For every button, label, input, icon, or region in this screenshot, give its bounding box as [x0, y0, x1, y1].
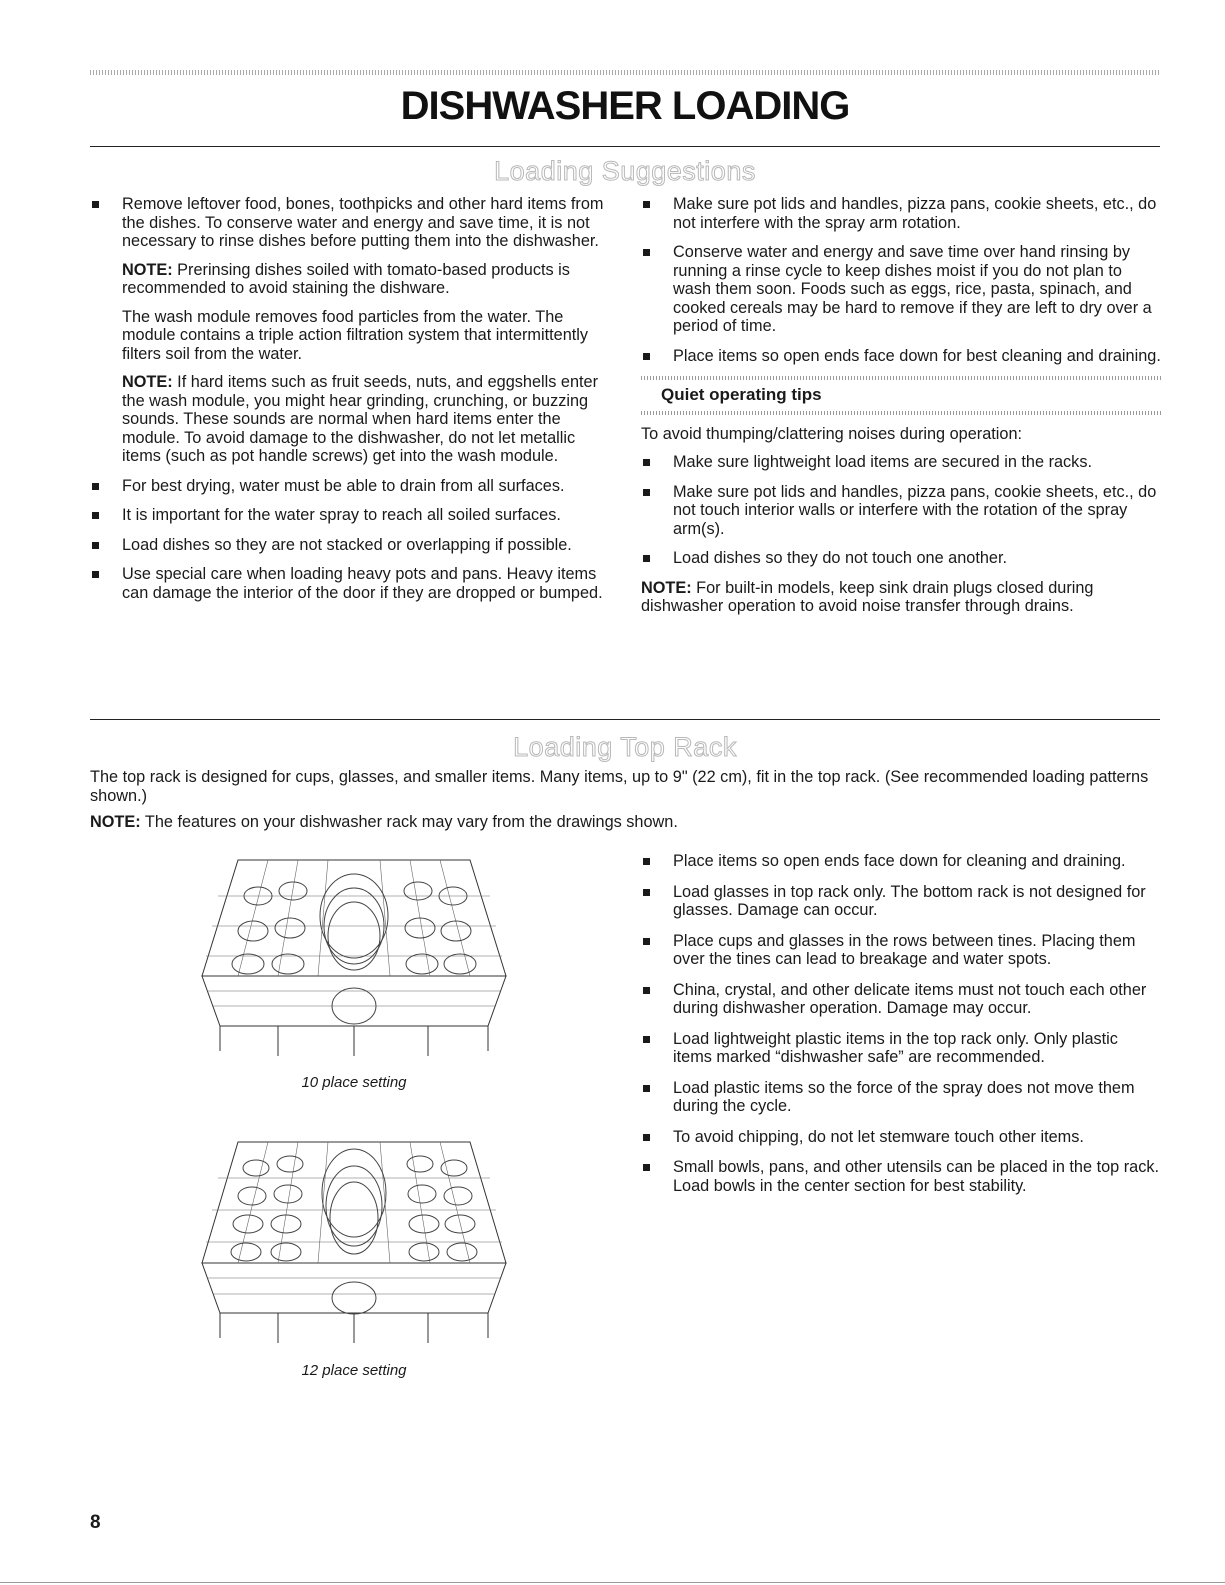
list-item: Place items so open ends face down for best cleaning and draining.: [641, 347, 1161, 366]
quiet-tips-intro: To avoid thumping/clattering noises during operation:: [641, 424, 1023, 443]
list-item: Place items so open ends face down for cleaning and draining.: [641, 852, 1161, 871]
list-item: Load glasses in top rack only. The bottom rack is not designed for glasses. Damage can occur.: [641, 883, 1161, 920]
list-item: For best drying, water must be able to drain from all surfaces.: [90, 477, 615, 496]
note: NOTE: Prerinsing dishes soiled with tomato-based products is recommended to avoid staining the dishware.: [122, 260, 570, 297]
rack-12-caption: 12 place setting: [301, 1362, 407, 1379]
quiet-tips-header: [641, 376, 1161, 415]
list-item: Make sure pot lids and handles, pizza pans, cookie sheets, etc., do not interfere with the spray arm rotation.: [641, 195, 1161, 232]
list-item: Make sure lightweight load items are secured in the racks.: [641, 453, 1161, 472]
list-item: Remove leftover food, bones, toothpicks and other hard items from the dishes. To conserve water and energy and save time, it is not necessary to rinse dishes before putting them into the dishwasher. NOTE: Prerinsing dishes soiled with tomato-based products is recommended to avoid staining the dishware. The wash module removes food particles from the water. The module contains a triple action filtration system that intermittently filters soil from the water. NOTE: If hard items such as fruit seeds, nuts, and eggshells enter the wash module, you might hear grinding, crunching, or buzzing sounds. These sounds are normal when hard items enter the module. To avoid damage to the dishwasher, do not let metallic items (such as pot handle screws) get into the wash module.: [90, 195, 615, 466]
list-item: Load dishes so they do not touch one another.: [641, 549, 1161, 568]
list-item: Load dishes so they are not stacked or overlapping if possible.: [90, 536, 615, 555]
list-item: Make sure pot lids and handles, pizza pans, cookie sheets, etc., do not touch interior walls or interfere with the rotation of the spray arm(s).: [641, 483, 1161, 539]
list-item: China, crystal, and other delicate items must not touch each other during dishwasher operation. Damage may occur.: [641, 981, 1161, 1018]
top-rack-intro: The top rack is designed for cups, glasses, and smaller items. Many items, up to 9" (22 cm), fit in the top rack. (See recommended loading patterns shown.) NOTE: The features on your dishwasher rack may vary from the drawings shown.: [90, 768, 1160, 840]
rack-12-place-setting-illustration: [198, 1138, 510, 1348]
list-item: Load plastic items so the force of the spray does not move them during the cycle.: [641, 1079, 1161, 1116]
loading-top-rack-heading: Loading Top Rack: [513, 732, 737, 762]
list-item: Small bowls, pans, and other utensils can be placed in the top rack. Load bowls in the center section for best stability.: [641, 1158, 1161, 1195]
loading-suggestions-heading: Loading Suggestions: [494, 156, 756, 186]
section-rule: [90, 719, 1160, 720]
quiet-tips-note: NOTE: For built-in models, keep sink drain plugs closed during dishwasher operation to avoid noise transfer through drains.: [641, 578, 1094, 615]
top-rack-list-column: [641, 852, 1161, 1207]
list-item: It is important for the water spray to reach all soiled surfaces.: [90, 506, 615, 525]
title-rule: [90, 146, 1160, 147]
suggestions-left-column: [90, 195, 615, 613]
suggestions-right-column: [641, 195, 1161, 626]
header-stipple-band: [90, 70, 1160, 75]
list-item: Place cups and glasses in the rows between tines. Placing them over the tines can lead to breakage and water spots.: [641, 932, 1161, 969]
quiet-tips-title: Quiet operating tips: [661, 385, 822, 404]
note: NOTE: If hard items such as fruit seeds, nuts, and eggshells enter the wash module, you might hear grinding, crunching, or buzzing sounds. These sounds are normal when hard items enter the module. To avoid damage to the dishwasher, do not let metallic items (such as pot handle screws) get into the wash module.: [122, 373, 599, 465]
quiet-tips-stipple: [641, 411, 1161, 415]
rack-10-place-setting-illustration: [198, 856, 510, 1061]
wash-module-paragraph: The wash module removes food particles from the water. The module contains a triple action filtration system that intermittently filters soil from the water.: [122, 307, 589, 363]
list-item: Load lightweight plastic items in the top rack only. Only plastic items marked “dishwasher safe” are recommended.: [641, 1030, 1161, 1067]
rack-10-caption: 10 place setting: [301, 1074, 407, 1091]
top-rack-note: NOTE: The features on your dishwasher rack may vary from the drawings shown.: [90, 813, 678, 831]
page-bottom-edge: [0, 1582, 1225, 1583]
list-item: Use special care when loading heavy pots and pans. Heavy items can damage the interior of the door if they are dropped or bumped.: [90, 565, 615, 602]
list-item: To avoid chipping, do not let stemware touch other items.: [641, 1128, 1161, 1147]
page-number: 8: [90, 1512, 101, 1533]
list-item: Conserve water and energy and save time over hand rinsing by running a rinse cycle to keep dishes moist if you do not plan to wash them soon. Foods such as eggs, rice, pasta, spinach, and cooked cereals may be hard to remove if they are left to dry over a period of time.: [641, 243, 1161, 336]
page-title: DISHWASHER LOADING: [400, 84, 850, 128]
